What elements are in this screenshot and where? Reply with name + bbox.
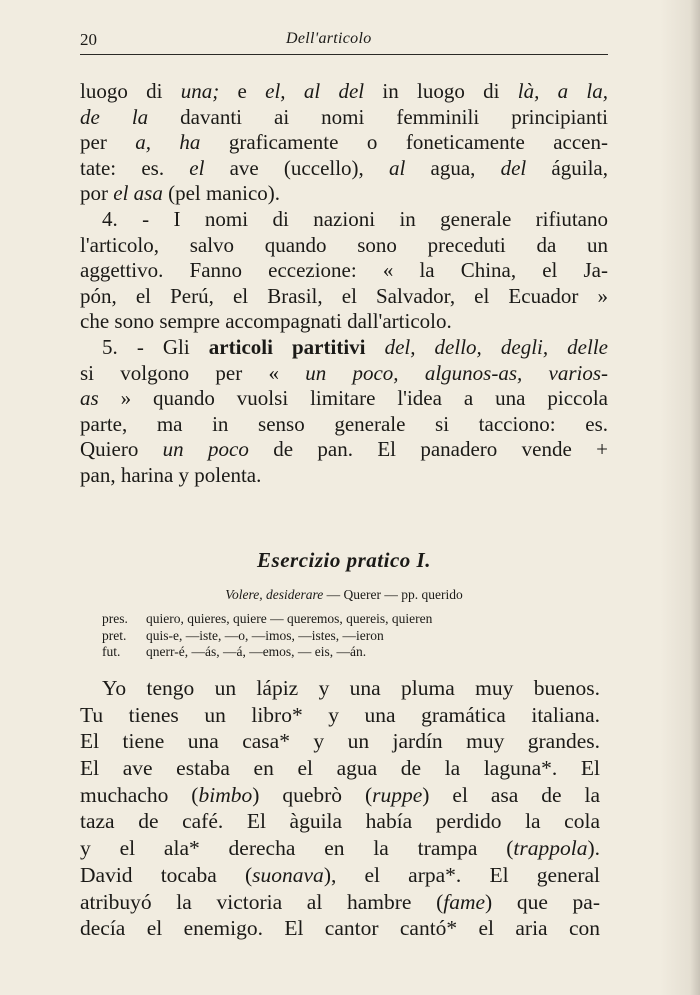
text-line: l'articolo, salvo quando sono preceduti da un [80, 232, 608, 257]
running-title: Dell'articolo [286, 30, 372, 47]
text-line: Quiero un poco de pan. El panadero vende + [80, 437, 608, 462]
text-line: tate: es. el ave (uccello), al agua, del águila, [80, 155, 608, 180]
text-line: decía el enemigo. El cantor cantó* el aria con [80, 916, 600, 941]
body-text [80, 79, 608, 489]
text-line: atribuyó la victoria al hambre (fame) que pa- [80, 889, 600, 914]
tense-label: pres. [102, 611, 128, 626]
text-line: taza de café. El àguila había perdido la cola [80, 809, 600, 834]
tense-forms: quiero, quieres, quiere — queremos, quereis, quieren [146, 611, 433, 626]
text-line: 5. - Gli articoli partitivi del, dello, degli, delle [102, 334, 608, 359]
conjugation-row [102, 628, 622, 645]
text-line: por el asa (pel manico). [80, 181, 281, 206]
conjugation-row [102, 644, 622, 661]
text-line: muchacho (bimbo) quebrò (ruppe) el asa de la [80, 782, 601, 807]
text-line: Tu tienes un libro* y una gramática italiana. [80, 702, 600, 727]
text-line: parte, ma in senso generale si tacciono: es. [80, 411, 608, 436]
tense-label: pret. [102, 627, 127, 643]
text-line: El ave estaba en el agua de la laguna*. El [80, 756, 600, 781]
page-header [80, 28, 608, 55]
text-line: de la davanti ai nomi femminili principianti [80, 104, 608, 129]
conjugation-table [102, 611, 622, 661]
text-line: David tocaba (suonava), el arpa*. El general [80, 862, 600, 887]
text-line: pan, harina y polenta. [80, 462, 262, 487]
page-number: 20 [80, 30, 97, 49]
text-line: El tiene una casa* y un jardín muy grandes. [80, 729, 600, 754]
text-line: y el ala* derecha en la trampa (trappola). [80, 836, 600, 861]
conjugation-row [102, 611, 622, 628]
tense-forms: quis-e, —iste, —o, —imos, —istes, —ieron [146, 627, 384, 643]
text-line: si volgono per « un poco, algunos-as, varios- [80, 360, 608, 385]
text-line: 4. - I nomi di nazioni in generale rifiutano [102, 206, 608, 231]
text-line: as » quando vuolsi limitare l'idea a una piccola [80, 386, 608, 411]
text-line: Yo tengo un lápiz y una pluma muy buenos. [102, 676, 600, 700]
text-line: per a, ha graficamente o foneticamente accen- [80, 130, 608, 155]
verb-header: Volere, desiderare — Querer — pp. querido [225, 587, 463, 602]
exercise-text [80, 675, 600, 942]
text-line: aggettivo. Fanno eccezione: « la China, el Ja- [80, 258, 608, 283]
text-line: pón, el Perú, el Brasil, el Salvador, el Ecuador » [80, 283, 608, 308]
text-line: che sono sempre accompagnati dall'articolo. [80, 309, 452, 334]
text-line: luogo di una; e el, al del in luogo di là, a la, [80, 79, 608, 103]
section-title: Esercizio pratico I. [257, 548, 431, 572]
tense-forms: qnerr-é, —ás, —á, —emos, — eis, —án. [146, 644, 367, 659]
tense-label: fut. [102, 644, 121, 659]
